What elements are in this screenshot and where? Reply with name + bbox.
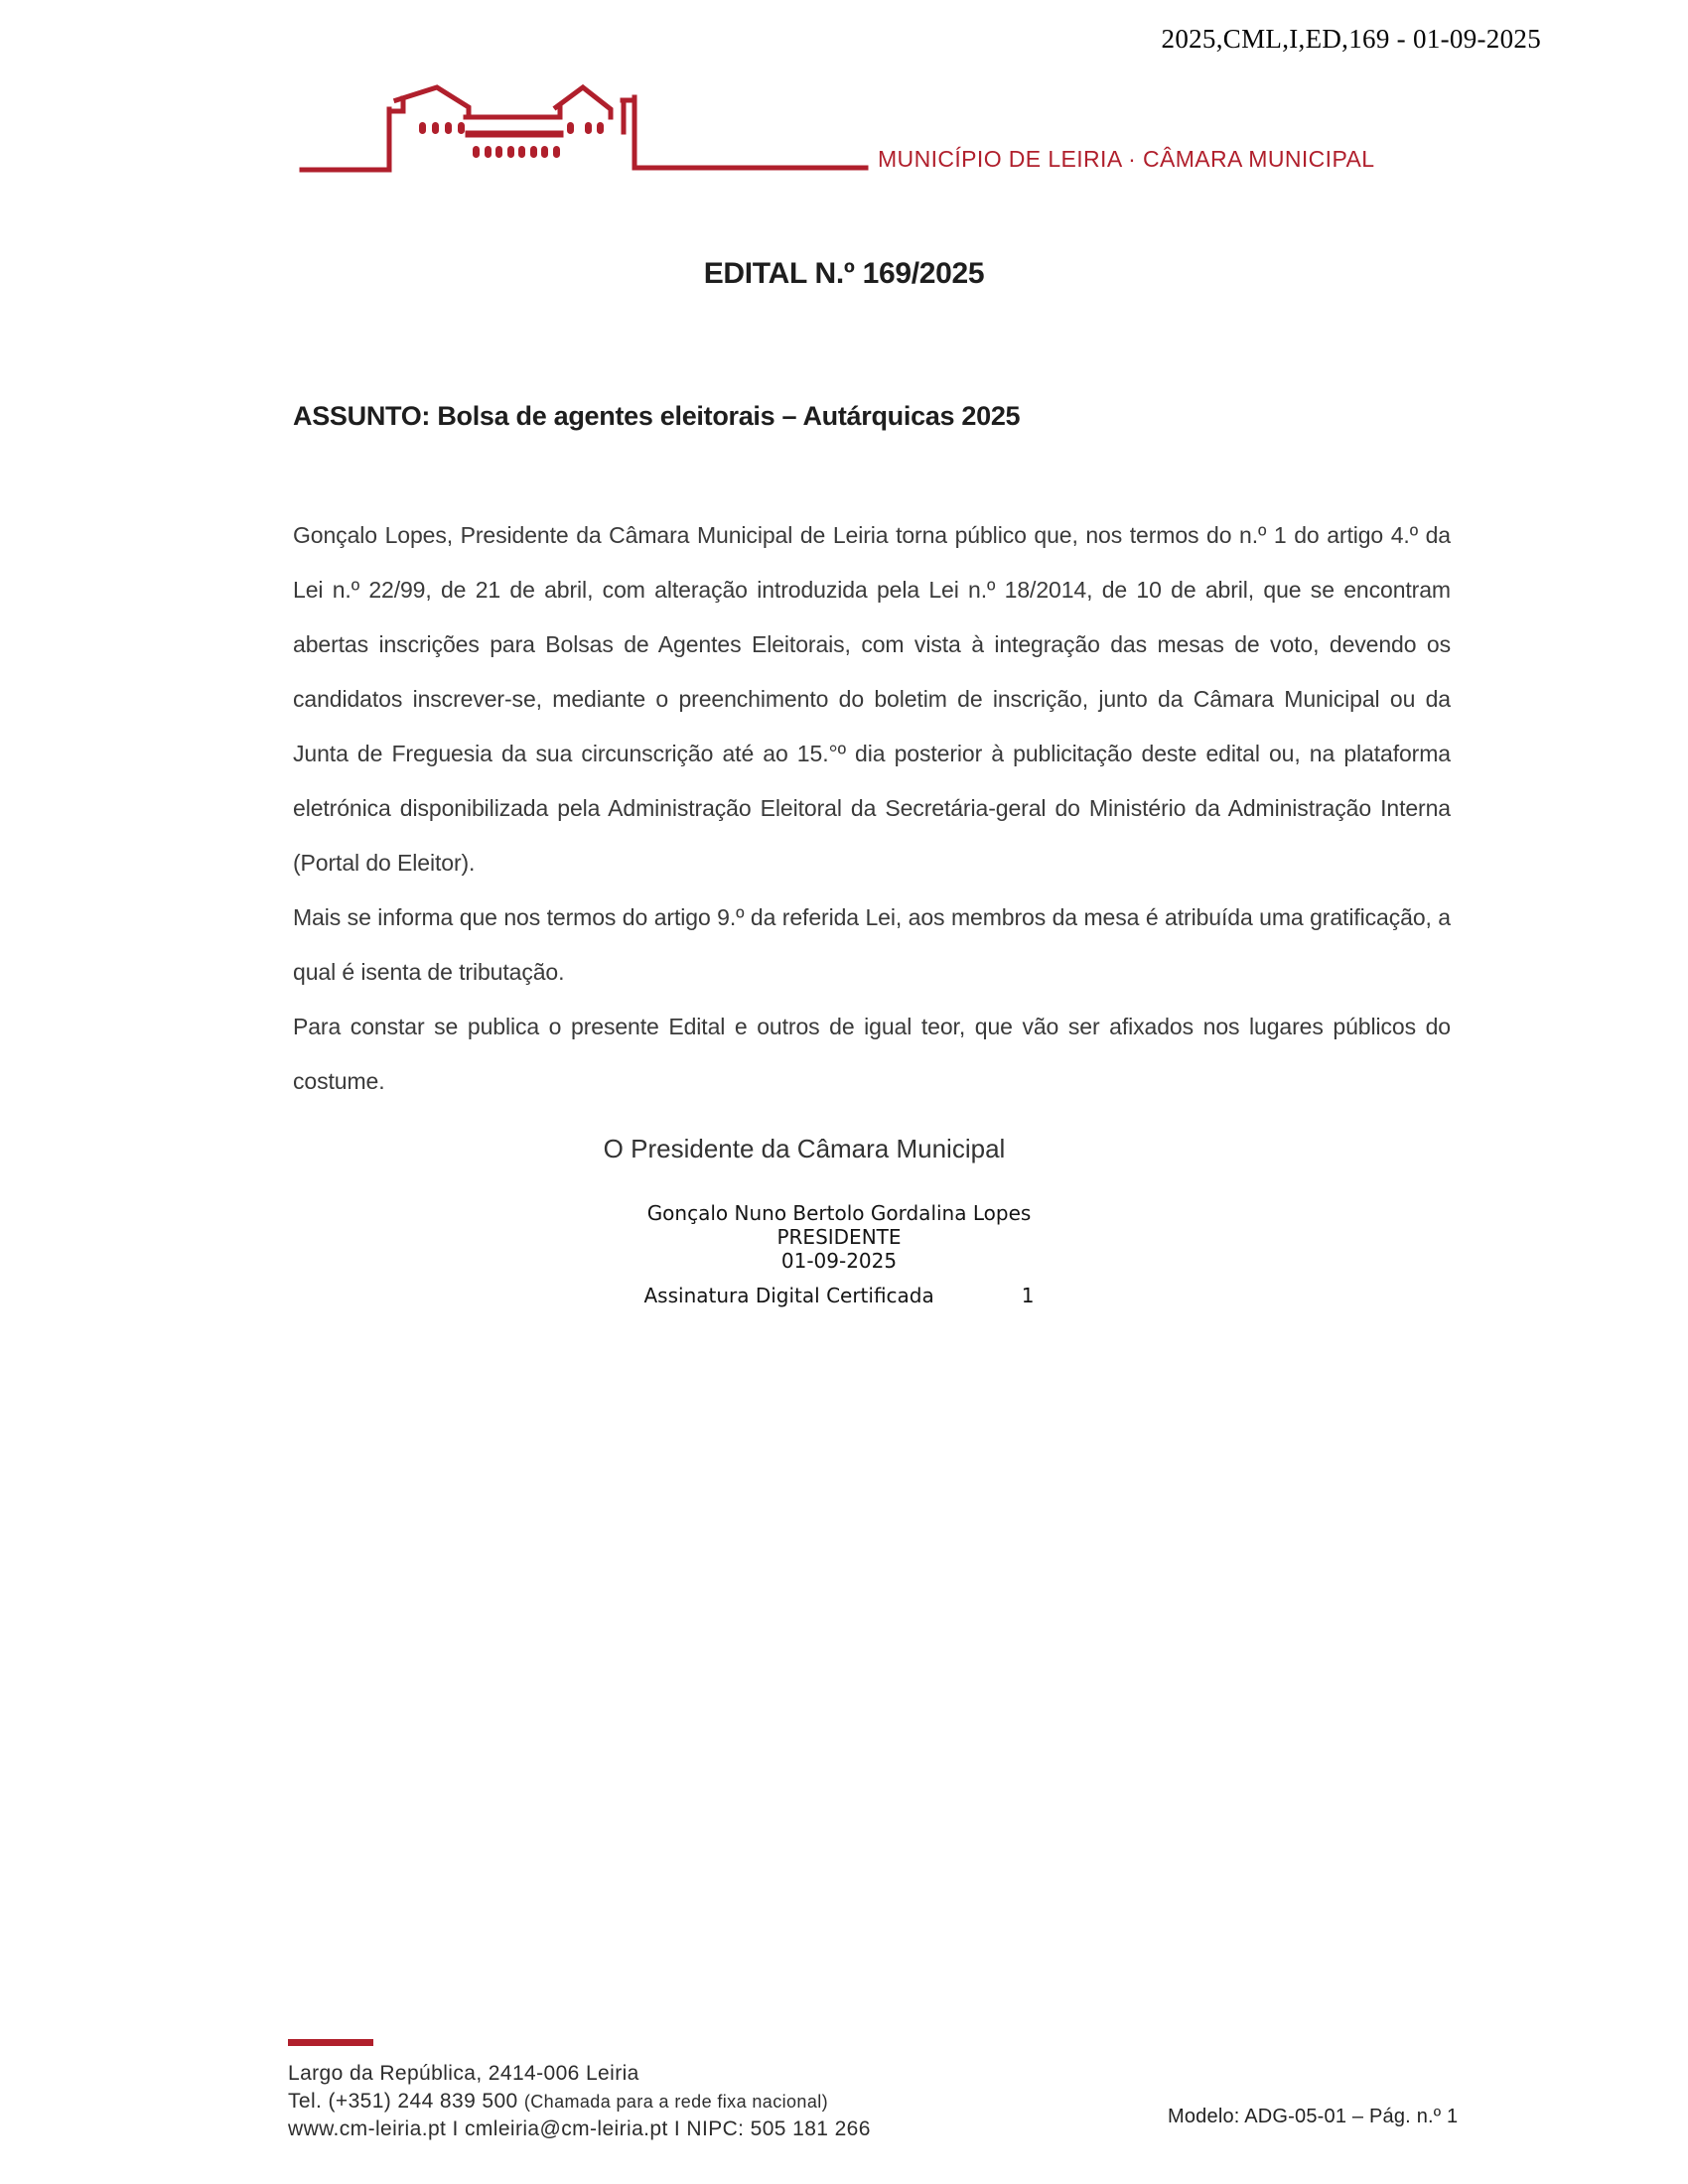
page-footer	[288, 2039, 871, 2143]
footer-phone-line	[288, 2088, 871, 2116]
signature-block	[0, 1201, 1678, 1273]
document-reference: 2025,CML,I,ED,169 - 01-09-2025	[1161, 24, 1541, 54]
subject-label: ASSUNTO	[293, 401, 422, 431]
footer-contacts: www.cm-leiria.pt I cmleiria@cm-leiria.pt I NIPC: 505 181 266	[288, 2117, 871, 2140]
signature-certification-row	[0, 1284, 1678, 1307]
page-title: EDITAL N.º 169/2025	[703, 257, 985, 290]
signature-count: 1	[1021, 1284, 1035, 1307]
signatory-title: PRESIDENTE	[776, 1225, 902, 1249]
footer-phone-note: (Chamada para a rede fixa nacional)	[523, 2091, 829, 2112]
signature-date: 01-09-2025	[780, 1249, 898, 1273]
footer-phone: Tel. (+351) 244 839 500	[288, 2089, 518, 2113]
model-reference: Modelo: ADG-05-01 – Pág. n.º 1	[1168, 2106, 1459, 2127]
document-body	[293, 508, 1451, 1109]
body-paragraph-3: Para constar se publica o presente Edital e outros de igual teor, que vão ser afixados nos lugares públicos do costume.	[293, 1014, 1451, 1094]
footer-red-bar	[288, 2039, 373, 2046]
subject-text: : Bolsa de agentes eleitorais – Autárquicas 2025	[421, 401, 1021, 431]
signatory-name: Gonçalo Nuno Bertolo Gordalina Lopes	[646, 1201, 1032, 1225]
leiria-castle-outline-icon	[286, 83, 882, 183]
footer-address: Largo da República, 2414-006 Leiria	[288, 2062, 639, 2085]
certification-label: Assinatura Digital Certificada	[643, 1284, 934, 1307]
signature-role-line: O Presidente da Câmara Municipal	[603, 1134, 1006, 1163]
brand-name: MUNICÍPIO DE LEIRIA · CÂMARA MUNICIPAL	[878, 146, 1375, 172]
body-paragraph-1: Gonçalo Lopes, Presidente da Câmara Municipal de Leiria torna público que, nos termos do n.º 1 do artigo 4.º da Lei n.º 22/99, de 21 de abril, com alteração introduzida pela Lei n.º 18/2014, de 10 de abril, que se encontram abertas inscrições para Bolsas de Agentes Eleitorais, com vista à integração das mesas de voto, devendo os candidatos inscrever-se, mediante o preenchimento do boletim de inscrição, junto da Câmara Municipal ou da Junta de Freguesia da sua circunscrição até ao 15.°º dia posterior à publicitação deste edital ou, na plataforma eletrónica disponibilizada pela Administração Eleitoral da Secretária-geral do Ministério da Administração Interna (Portal do Eleitor).	[293, 522, 1451, 876]
subject-line	[293, 401, 1020, 432]
body-paragraph-2: Mais se informa que nos termos do artigo 9.º da referida Lei, aos membros da mesa é atribuída uma gratificação, a qual é isenta de tributação.	[293, 904, 1451, 985]
